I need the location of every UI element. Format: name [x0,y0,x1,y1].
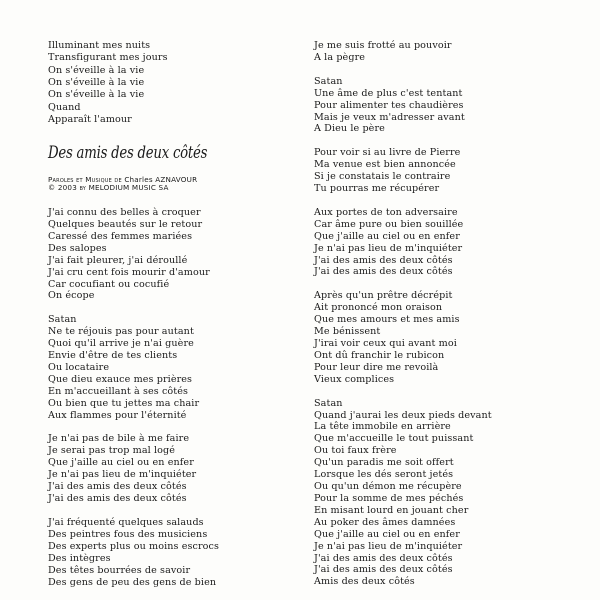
credits-prefix: Paroles et Musique de [48,175,122,184]
lyric-line: J'ai des amis des deux côtés [314,266,453,278]
copyright-publisher: MELODIUM MUSIC SA [88,183,169,192]
lyric-line: Qu'un paradis me soit offert [314,457,454,469]
lyric-line: Quand [48,101,81,113]
lyric-line: Lorsque les dés seront jetés [314,469,454,481]
lyric-line: Quoi qu'il arrive je n'ai guère [48,338,194,350]
lyric-line: Satan [314,75,343,87]
lyric-line: Que mes amours et mes amis [314,314,460,326]
lyric-line: Je n'ai pas lieu de m'inquiéter [314,242,463,254]
lyric-line: Aux flammes pour l'éternité [48,409,187,421]
lyric-line: Ou bien que tu jettes ma chair [48,397,200,409]
lyric-line: On écope [48,290,95,302]
lyric-line: A la pègre [314,51,366,63]
lyric-line: Que m'accueille le tout puissant [314,433,474,445]
lyric-line: J'ai cru cent fois mourir d'amour [48,266,210,278]
lyric-line: Car âme pure ou bien souillée [314,218,464,230]
lyric-line: Pour voir si au livre de Pierre [314,147,461,159]
lyric-line: Ont dû franchir le rubicon [314,349,445,361]
lyric-line: Je n'ai pas de bile à me faire [48,433,190,445]
lyric-line: Amis des deux côtés [314,576,415,588]
lyric-line: Envie d'être de tes clients [48,350,178,362]
lyric-line: Pour alimenter tes chaudières [314,99,464,111]
lyric-line: Vieux complices [314,373,395,385]
lyric-line: Des peintres fous des musiciens [48,528,208,540]
lyric-line: Ne te réjouis pas pour autant [48,326,194,338]
lyric-line: Que j'aille au ciel ou en enfer [314,230,460,242]
lyric-line: Tu pourras me récupérer [314,183,440,195]
lyric-line: Au poker des âmes damnées [314,516,456,528]
lyric-line: J'ai des amis des deux côtés [314,254,453,266]
lyric-line: J'ai des amis des deux côtés [48,493,187,505]
copyright-prefix: © 2003 by [48,183,87,192]
lyric-line: Mais je veux m'adresser avant [314,111,465,123]
lyric-line: Caressé des femmes mariées [48,230,193,242]
lyric-line: Quand j'aurai les deux pieds devant [314,409,492,421]
lyric-line: Aux portes de ton adversaire [314,206,458,218]
lyric-line: Me bénissent [314,326,381,338]
lyric-line: Je n'ai pas lieu de m'inquiéter [314,540,463,552]
lyric-line: Apparaît l'amour [48,113,132,125]
lyric-line: Car cocufiant ou cocufié [48,278,170,290]
lyric-line: On s'éveille à la vie [48,76,145,88]
lyric-line: Je serai pas trop mal logé [48,445,176,457]
lyric-line: Je me suis frotté au pouvoir [314,40,452,51]
lyric-line: En misant lourd en jouant cher [314,504,469,516]
lyric-line: Des gens de peu des gens de bien [48,576,217,588]
lyric-line: A Dieu le père [314,123,385,135]
lyric-line: Ait prononcé mon oraison [314,302,443,314]
lyric-line: Ou qu'un démon me récupère [314,481,462,493]
lyric-line: On s'éveille à la vie [48,89,145,101]
lyric-line: Ma venue est bien annoncée [314,159,456,171]
lyric-line: On s'éveille à la vie [48,64,145,76]
lyric-line: Des têtes bourrées de savoir [48,564,191,576]
lyric-line: J'ai connu des belles à croquer [48,207,201,218]
lyric-line: Après qu'un prêtre décrépit [314,290,453,302]
lyric-line: Je n'ai pas lieu de m'inquiéter [48,469,197,481]
lyric-line: J'ai fréquenté quelques salauds [48,516,204,528]
lyric-line: J'ai des amis des deux côtés [314,564,453,576]
lyric-line: Que j'aille au ciel ou en enfer [314,528,460,540]
lyric-line: En m'accueillant à ses côtés [48,385,189,397]
credits-author: Charles AZNAVOUR [124,175,198,184]
lyric-line: Satan [314,397,343,409]
lyric-line: Des salopes [48,242,107,254]
lyric-line: Ou toi faux frère [314,445,397,457]
lyric-line: La tête immobile en arrière [314,421,451,433]
lyric-line: Que dieu exauce mes prières [48,373,193,385]
lyric-line: J'ai des amis des deux côtés [48,481,187,493]
lyric-line: Une âme de plus c'est tentant [314,87,463,99]
lyric-line: Transfigurant mes jours [48,52,168,64]
lyric-line: Quelques beautés sur le retour [48,218,203,230]
lyric-line: J'ai des amis des deux côtés [314,552,453,564]
lyric-line: Pour la somme de mes péchés [314,492,464,504]
lyric-line: Si je constatais le contraire [314,171,451,183]
lyric-line: Satan [48,314,77,326]
lyric-line: Des experts plus ou moins escrocs [48,540,220,552]
lyric-line: J'ai fait pleurer, j'ai déroullé [48,254,188,266]
lyric-line: Ou locataire [48,361,110,373]
lyric-line: Des intègres [48,552,111,564]
lyric-line: Pour leur dire me revoilà [314,361,439,373]
copyright-line [48,184,169,192]
song-title: Des amis des deux côtés [48,143,208,163]
lyric-line: Que j'aille au ciel ou en enfer [48,457,194,469]
lyric-line: J'irai voir ceux qui avant moi [314,338,457,349]
lyric-line: Illuminant mes nuits [48,40,151,51]
